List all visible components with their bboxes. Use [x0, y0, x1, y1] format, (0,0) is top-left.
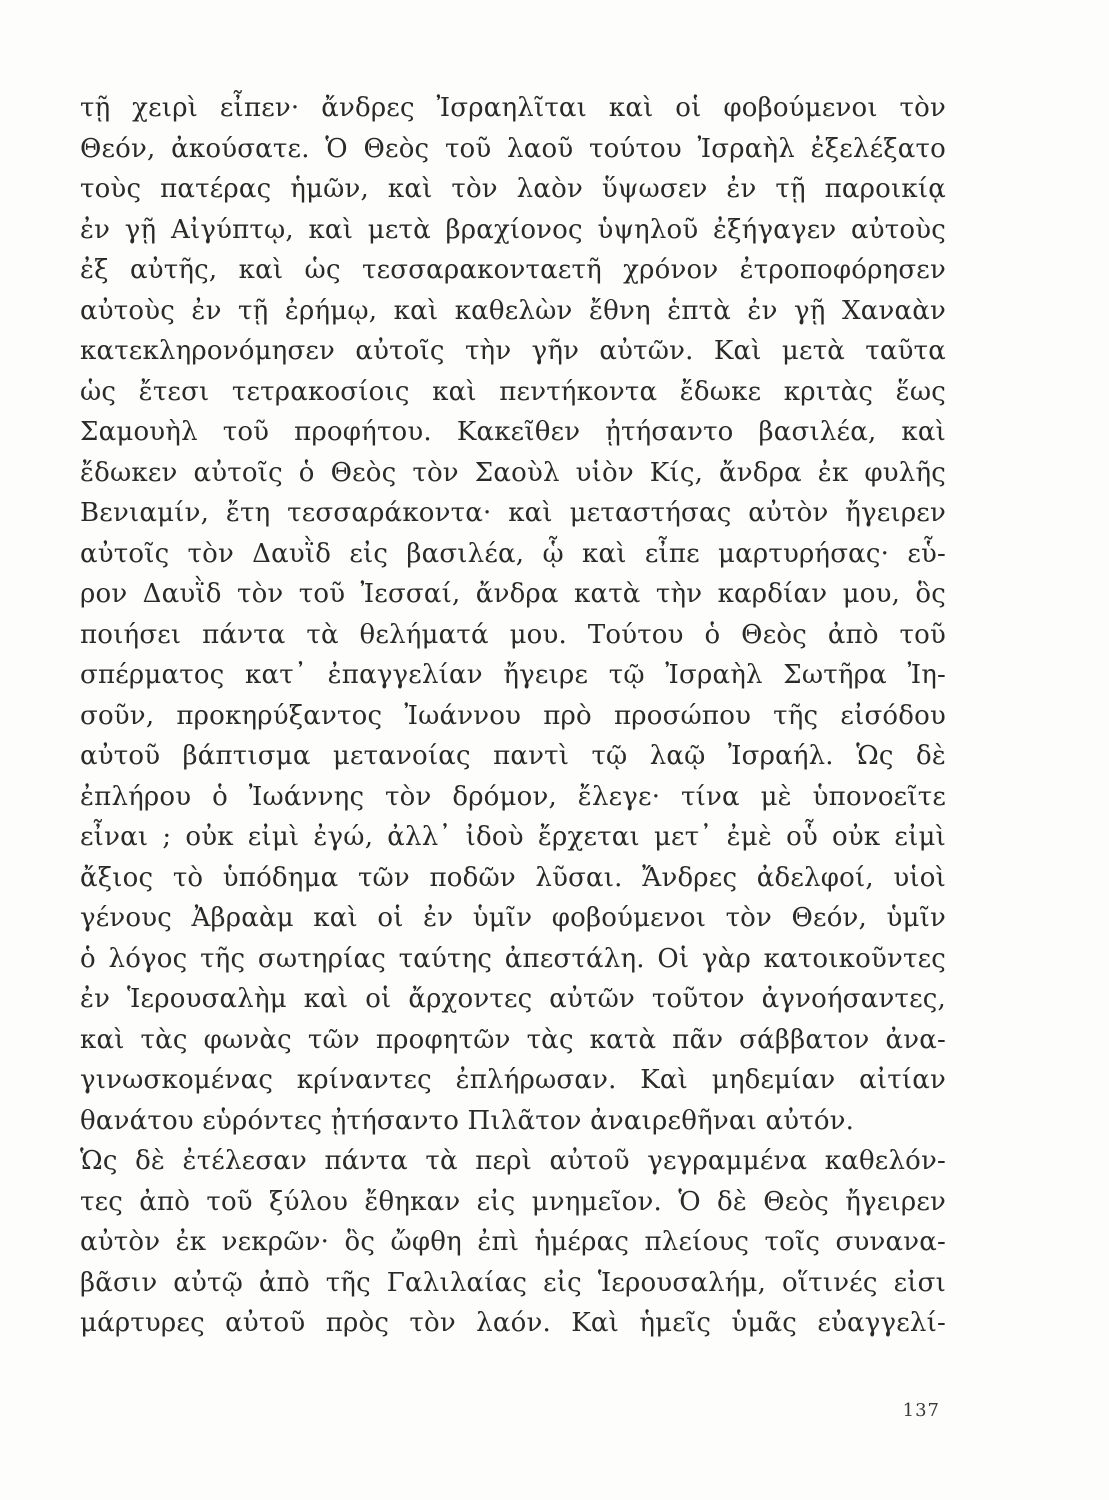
text-line: τῇ χειρὶ εἶπεν· ἄνδρες Ἰσραηλῖται καὶ οἱ φοβούμενοι τὸν	[80, 93, 946, 123]
text-line: αὐτοὺς ἐν τῇ ἐρήμῳ, καὶ καθελὼν ἔθνη ἑπτὰ ἐν γῇ Χαναὰν	[80, 295, 946, 326]
text-line: κατεκληρονόμησεν αὐτοῖς τὴν γῆν αὐτῶν. Καὶ μετὰ ταῦτα	[80, 336, 946, 366]
text-line: ἐν γῇ Αἰγύπτῳ, καὶ μετὰ βραχίονος ὑψηλοῦ ἐξήγαγεν αὐτοὺς	[80, 214, 946, 245]
text-line: τοὺς πατέρας ἡμῶν, καὶ τὸν λαὸν ὕψωσεν ἐν τῇ παροικίᾳ	[80, 174, 946, 204]
text-line: θανάτου εὑρόντες ᾐτήσαντο Πιλᾶτον ἀναιρεθῆναι αὐτόν.	[80, 1105, 855, 1136]
text-line: ὁ λόγος τῆς σωτηρίας ταύτης ἀπεστάλη. Οἱ γὰρ κατοικοῦντες	[80, 943, 946, 974]
text-line: ἐν Ἱερουσαλὴμ καὶ οἱ ἄρχοντες αὐτῶν τοῦτον ἀγνοήσαντες,	[80, 984, 946, 1014]
text-line: ἐπλήρου ὁ Ἰωάννης τὸν δρόμον, ἔλεγε· τίνα μὲ ὑπονοεῖτε	[80, 781, 946, 812]
text-line: βᾶσιν αὐτῷ ἀπὸ τῆς Γαλιλαίας εἰς Ἱερουσαλήμ, οἵτινές εἰσι	[80, 1267, 946, 1298]
text-line: ὡς ἔτεσι τετρακοσίοις καὶ πεντήκοντα ἔδωκε κριτὰς ἕως	[80, 376, 946, 407]
text-line: ἄξιος τὸ ὑπόδημα τῶν ποδῶν λῦσαι. Ἄνδρες ἀδελφοί, υἱοὶ	[80, 862, 946, 893]
text-line: γένους Ἀβραὰμ καὶ οἱ ἐν ὑμῖν φοβούμενοι τὸν Θεόν, ὑμῖν	[80, 903, 946, 933]
text-line: σπέρματος κατ᾽ ἐπαγγελίαν ἤγειρε τῷ Ἰσραὴλ Σωτῆρα Ἰη-	[80, 660, 946, 690]
text-line: αὐτοῦ βάπτισμα μετανοίας παντὶ τῷ λαῷ Ἰσραήλ. Ὡς δὲ	[80, 741, 946, 771]
body-text	[80, 88, 946, 1344]
text-line: ἐξ αὐτῆς, καὶ ὡς τεσσαρακονταετῆ χρόνον ἐτροποφόρησεν	[80, 255, 946, 285]
text-line: αὐτοῖς τὸν Δαυῒδ εἰς βασιλέα, ᾧ καὶ εἶπε μαρτυρήσας· εὗ-	[80, 538, 946, 569]
text-line: Βενιαμίν, ἔτη τεσσαράκοντα· καὶ μεταστήσας αὐτὸν ἤγειρεν	[80, 498, 946, 528]
text-line: ρον Δαυῒδ τὸν τοῦ Ἰεσσαί, ἄνδρα κατὰ τὴν καρδίαν μου, ὃς	[80, 579, 946, 609]
text-line: Σαμουὴλ τοῦ προφήτου. Κακεῖθεν ᾐτήσαντο βασιλέα, καὶ	[80, 417, 946, 447]
text-line: μάρτυρες αὐτοῦ πρὸς τὸν λαόν. Καὶ ἡμεῖς ὑμᾶς εὐαγγελί-	[80, 1308, 946, 1338]
text-line: ἔδωκεν αὐτοῖς ὁ Θεὸς τὸν Σαοὺλ υἱὸν Κίς, ἄνδρα ἐκ φυλῆς	[80, 457, 946, 488]
text-line: γινωσκομένας κρίναντες ἐπλήρωσαν. Καὶ μηδεμίαν αἰτίαν	[80, 1065, 946, 1095]
text-line: εἶναι ; οὐκ εἰμὶ ἐγώ, ἀλλ᾽ ἰδοὺ ἔρχεται μετ᾽ ἐμὲ οὗ οὐκ εἰμὶ	[80, 822, 946, 852]
page-number: 137	[902, 1400, 940, 1421]
text-line: ποιήσει πάντα τὰ θελήματά μου. Τούτου ὁ Θεὸς ἀπὸ τοῦ	[80, 619, 946, 650]
text-line: σοῦν, προκηρύξαντος Ἰωάννου πρὸ προσώπου τῆς εἰσόδου	[80, 700, 946, 731]
text-line: τες ἀπὸ τοῦ ξύλου ἔθηκαν εἰς μνημεῖον. Ὁ δὲ Θεὸς ἤγειρεν	[80, 1186, 946, 1217]
text-line: αὐτὸν ἐκ νεκρῶν· ὃς ὤφθη ἐπὶ ἡμέρας πλείους τοῖς συνανα-	[80, 1227, 946, 1257]
text-line: Ὡς δὲ ἐτέλεσαν πάντα τὰ περὶ αὐτοῦ γεγραμμένα καθελόν-	[80, 1146, 946, 1176]
text-line: καὶ τὰς φωνὰς τῶν προφητῶν τὰς κατὰ πᾶν σάββατον ἀνα-	[80, 1024, 946, 1055]
text-line: Θεόν, ἀκούσατε. Ὁ Θεὸς τοῦ λαοῦ τούτου Ἰσραὴλ ἐξελέξατο	[80, 133, 946, 164]
